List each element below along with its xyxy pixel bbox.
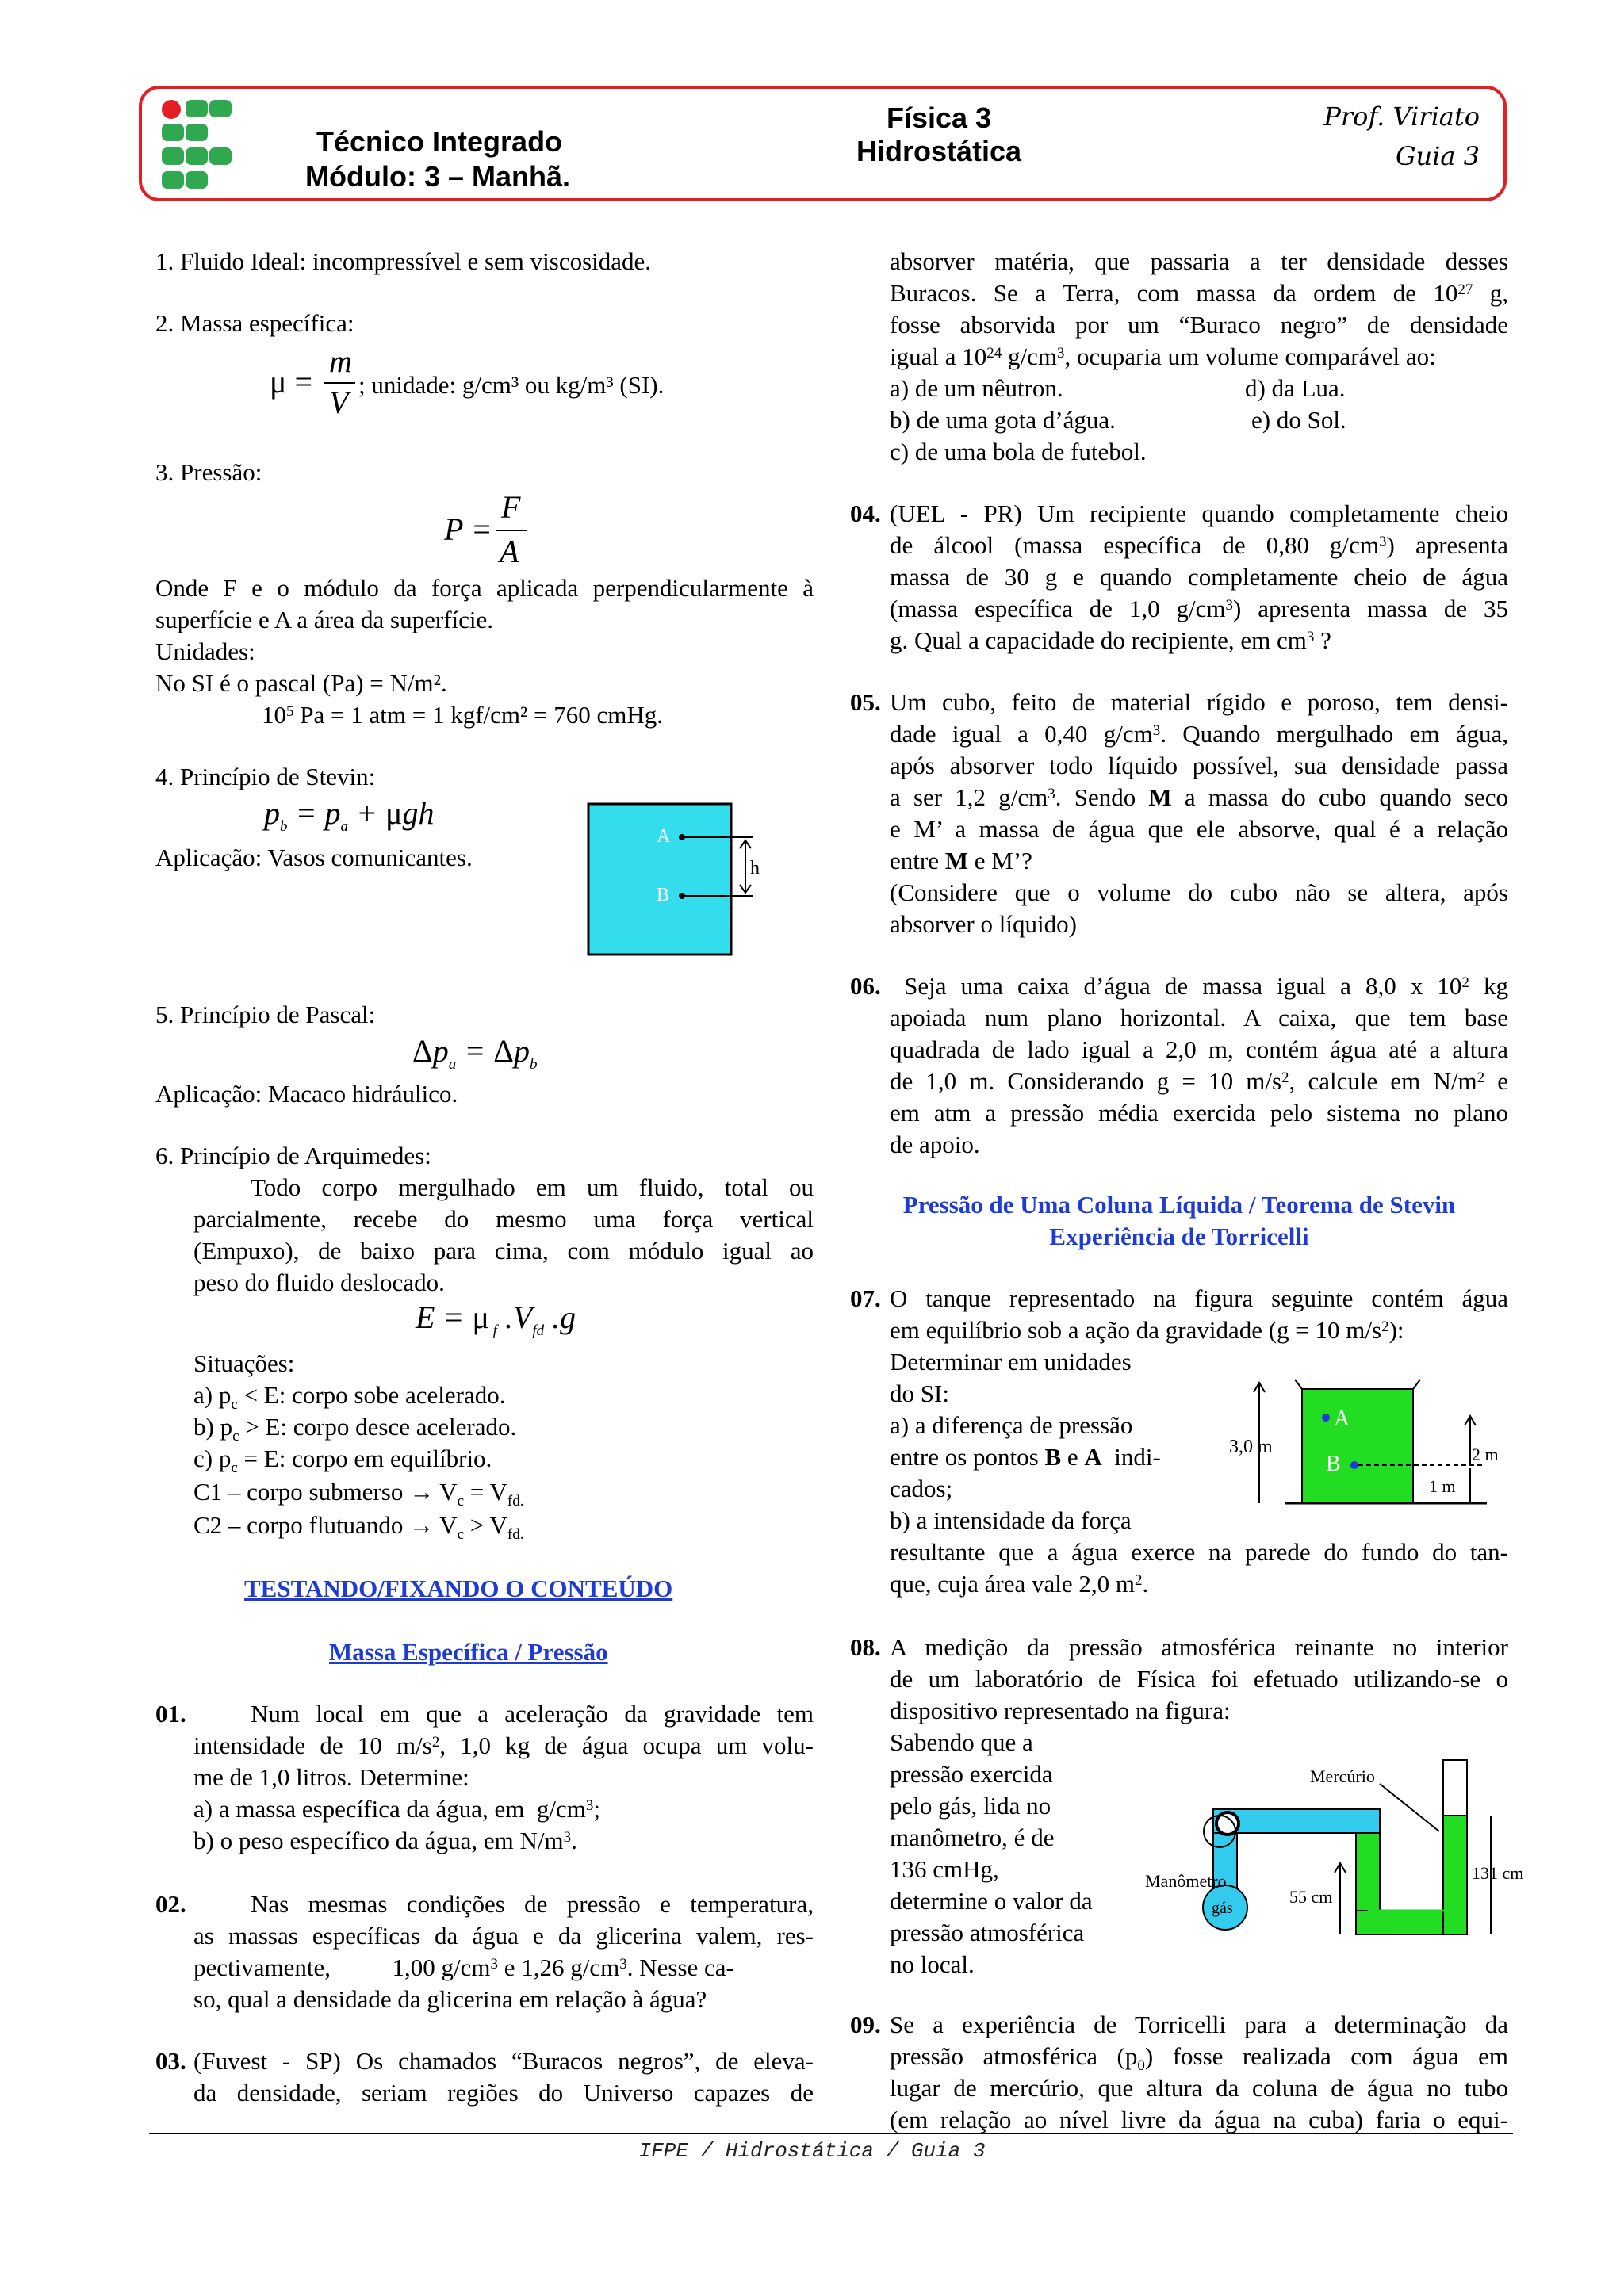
q05-number: 05. bbox=[850, 688, 881, 716]
tank-diagram bbox=[1213, 1356, 1499, 1514]
stevin-equation: $p_b = p_a + \mu gh$ bbox=[264, 795, 435, 835]
density-unit: ; unidade: g/cm³ ou kg/m³ (SI). bbox=[358, 371, 665, 399]
q01-line-1: Num local em que a aceleração da gravidade tem bbox=[251, 1700, 814, 1728]
fraction-bar bbox=[496, 530, 527, 531]
teacher-name: Prof. Viriato bbox=[1323, 101, 1480, 132]
archimedes-text-4: peso do fluido deslocado. bbox=[193, 1269, 445, 1296]
archimedes-text-3: (Empuxo), de baixo para cima, com módulo igual ao bbox=[193, 1237, 814, 1265]
pressure-conversion: $10^5$ Pa = 1 atm = 1 kgf/cm² = 760 cmHg. bbox=[262, 701, 664, 729]
guide-label: Guia 3 bbox=[1395, 141, 1480, 171]
q03-option-a: a) de um nêutron. bbox=[890, 374, 1063, 402]
item-6: 6. Princípio de Arquimedes: bbox=[155, 1142, 431, 1169]
height-131cm: 131 cm bbox=[1472, 1863, 1524, 1883]
q08-line-6: pelo gás, lida no bbox=[890, 1792, 1051, 1820]
q01-number: 01. bbox=[155, 1700, 186, 1728]
q03-option-c: c) de uma bola de futebol. bbox=[890, 438, 1147, 465]
q05-line-7: (Considere que o volume do cubo não se altera, após bbox=[890, 878, 1508, 906]
q06-line-2: apoiada num plano horizontal. A caixa, que tem base bbox=[890, 1004, 1508, 1031]
q03-cont-2: Buracos. Se a Terra, com massa da ordem de $10^{27}$ g, bbox=[890, 279, 1508, 307]
q05-line-5: e M’ a massa de água que ele absorve, qual é a relação bbox=[890, 815, 1508, 843]
q07-line-10: que, cuja área vale 2,0 $m^2$. bbox=[890, 1570, 1149, 1598]
section-stevin-title-1: Pressão de Uma Coluna Líquida / Teorema de Stevin bbox=[902, 1191, 1456, 1219]
course-name: Técnico Integrado bbox=[316, 125, 563, 158]
q07-line-5: a) a diferença de pressão bbox=[890, 1411, 1133, 1439]
q09-line-1: Se a experiência de Torricelli para a determinação da bbox=[890, 2011, 1508, 2038]
q09-line-4: (em relação ao nível livre da água na cuba) faria o equi- bbox=[890, 2106, 1508, 2133]
density-eq-den: V bbox=[329, 385, 349, 420]
q08-line-11: no local. bbox=[890, 1950, 975, 1978]
q04-line-4: (massa específica de 1,0 $g/cm^3$) apresenta massa de 35 bbox=[890, 595, 1508, 622]
q08-line-9: determine o valor da bbox=[890, 1887, 1093, 1915]
point-a-label: A bbox=[657, 826, 671, 847]
q03-option-e: e) do Sol. bbox=[1251, 406, 1346, 434]
q07-line-7: cados; bbox=[890, 1475, 953, 1502]
module-name: Módulo: 3 – Manhã. bbox=[305, 160, 571, 193]
q02-number: 02. bbox=[155, 1890, 186, 1918]
height-55cm: 55 cm bbox=[1289, 1887, 1333, 1907]
q02-line-1: Nas mesmas condições de pressão e temperatura, bbox=[251, 1890, 814, 1918]
q04-line-3: massa de 30 g e quando completamente cheio de água bbox=[890, 563, 1508, 591]
fraction-bar bbox=[324, 382, 355, 384]
q03-number: 03. bbox=[155, 2047, 186, 2075]
q01-line-2: intensidade de 10 $m/s^2$, 1,0 kg de água ocupa um volu- bbox=[193, 1732, 814, 1759]
q02-line-3: pectivamente, 1,00 $g/cm^3$ e 1,26 $g/cm^3$. Nesse ca- bbox=[193, 1954, 734, 1981]
q04-line-2: de álcool (massa específica de 0,80 $g/cm^3$) apresenta bbox=[890, 531, 1508, 559]
page-header bbox=[139, 86, 1507, 201]
q08-line-4: Sabendo que a bbox=[890, 1728, 1033, 1756]
section-density-pressure: Massa Específica / Pressão bbox=[329, 1638, 608, 1666]
q09-line-2: pressão atmosférica $(p_0)$ fosse realizada com água em bbox=[890, 2042, 1508, 2075]
q03-cont-1: absorver matéria, que passaria a ter densidade desses bbox=[890, 247, 1508, 275]
tank-point-a: A bbox=[1334, 1406, 1350, 1431]
q07-line-9: resultante que a água exerce na parede do fundo do tan- bbox=[890, 1538, 1508, 1566]
pressure-eq-den: A bbox=[500, 534, 519, 569]
archimedes-text-1: Todo corpo mergulhado em um fluido, total ou bbox=[251, 1173, 814, 1201]
q07-line-3: Determinar em unidades bbox=[890, 1348, 1132, 1376]
q08-line-5: pressão exercida bbox=[890, 1760, 1053, 1788]
item-1: 1. Fluido Ideal: incompressível e sem viscosidade. bbox=[155, 247, 652, 275]
q05-line-2: dade igual a 0,40 $g/cm^3$. Quando mergulhado em água, bbox=[890, 720, 1509, 748]
case-c1: C1 – corpo submerso → $V_c = V_{fd.}$ bbox=[193, 1478, 524, 1510]
page-footer: IFPE / Hidrostática / Guia 3 bbox=[638, 2139, 986, 2163]
situation-c: c) $p_c = E$: corpo em equilíbrio. bbox=[193, 1445, 492, 1477]
q08-line-3: dispositivo representado na figura: bbox=[890, 1697, 1231, 1724]
tank-point-b: B bbox=[1326, 1452, 1341, 1476]
buoyancy-equation: E = μ $_f$ $.V_{fd}$ .g bbox=[416, 1299, 576, 1339]
q05-line-8: absorver o líquido) bbox=[890, 910, 1077, 938]
density-eq-num: m bbox=[329, 343, 352, 379]
q04-line-5: g. Qual a capacidade do recipiente, em $cm^3$ ? bbox=[890, 626, 1331, 654]
q05-line-4: a ser 1,2 $g/cm^3$. Sendo M a massa do cubo quando seco bbox=[890, 783, 1509, 811]
exercises-title: TESTANDO/FIXANDO O CONTEÚDO bbox=[244, 1575, 673, 1602]
manometer-diagram bbox=[1142, 1752, 1524, 1958]
q07-line-1: O tanque representado na figura seguinte contém água bbox=[890, 1284, 1508, 1312]
item-3: 3. Pressão: bbox=[155, 458, 262, 486]
q03-line-1: (Fuvest - SP) Os chamados “Buracos negros”, de eleva- bbox=[193, 2047, 814, 2075]
tank-height-2m: 2 m bbox=[1472, 1445, 1499, 1464]
pascal-application: Aplicação: Macaco hidráulico. bbox=[155, 1080, 458, 1108]
q08-line-2: de um laboratório de Física foi efetuado utilizando-se o bbox=[890, 1665, 1508, 1693]
q04-number: 04. bbox=[850, 499, 881, 527]
tank-height-1m: 1 m bbox=[1429, 1476, 1456, 1496]
pressure-eq-num: F bbox=[501, 489, 521, 525]
q07-line-2: em equilíbrio sob a ação da gravidade (g = 10 $m/s^2$): bbox=[890, 1316, 1404, 1344]
q06-number: 06. bbox=[850, 972, 881, 1000]
q07-line-6: entre os pontos B e A indi- bbox=[890, 1443, 1161, 1471]
q06-line-3: quadrada de lado igual a 2,0 m, contém água até a altura bbox=[890, 1035, 1508, 1063]
q09-line-3: lugar de mercúrio, que altura da coluna de água no tubo bbox=[890, 2074, 1508, 2102]
q01-line-3: me de 1,0 litros. Determine: bbox=[193, 1763, 469, 1791]
ifpe-logo-icon bbox=[162, 100, 233, 190]
q01-line-4: a) a massa específica da água, em $g/cm^3$; bbox=[193, 1795, 601, 1823]
q05-line-1: Um cubo, feito de material rígido e poroso, tem densi- bbox=[890, 688, 1508, 716]
q06-line-4: de 1,0 m. Considerando g = 10 $m/s^2$, calcule em $N/m^2$ e bbox=[890, 1067, 1508, 1095]
q08-line-7: manômetro, é de bbox=[890, 1823, 1055, 1851]
item-5: 5. Princípio de Pascal: bbox=[155, 1001, 376, 1028]
item-4: 4. Princípio de Stevin: bbox=[155, 763, 376, 790]
q08-number: 08. bbox=[850, 1633, 881, 1661]
q01-line-5: b) o peso específico da água, em $N/m^3$. bbox=[193, 1827, 577, 1854]
q07-line-8: b) a intensidade da força bbox=[890, 1506, 1132, 1534]
pressure-text-3: Unidades: bbox=[155, 637, 255, 665]
tank-height-3m: 3,0 m bbox=[1229, 1437, 1273, 1457]
pressure-eq-lhs: P = bbox=[444, 511, 492, 547]
q09-number: 09. bbox=[850, 2011, 881, 2038]
q04-line-1: (UEL - PR) Um recipiente quando completamente cheio bbox=[890, 499, 1508, 527]
q08-line-8: 136 cmHg, bbox=[890, 1855, 999, 1883]
q07-number: 07. bbox=[850, 1284, 881, 1312]
gas-label: gás bbox=[1212, 1900, 1233, 1917]
manometer-label: Manômetro bbox=[1145, 1871, 1227, 1891]
q07-line-4: do SI: bbox=[890, 1380, 949, 1407]
section-stevin-title-2: Experiência de Torricelli bbox=[1049, 1223, 1309, 1250]
pressure-text-2: superfície e A a área da superfície. bbox=[155, 606, 494, 633]
footer-divider bbox=[149, 2133, 1513, 2134]
archimedes-text-2: parcialmente, recebe do mesmo uma força vertical bbox=[193, 1205, 814, 1233]
q03-line-2: da densidade, seriam regiões do Universo capazes de bbox=[193, 2079, 814, 2107]
stevin-diagram bbox=[587, 802, 769, 961]
topic-title: Hidrostática bbox=[856, 135, 1022, 167]
mercury-label: Mercúrio bbox=[1310, 1766, 1375, 1786]
q06-line-1: Seja uma caixa d’água de massa igual a 8,0 x $10^2$ kg bbox=[890, 972, 1508, 1000]
q08-line-10: pressão atmosférica bbox=[890, 1919, 1085, 1946]
q08-line-1: A medição da pressão atmosférica reinante no interior bbox=[890, 1633, 1508, 1661]
q02-line-2: as massas específicas da água e da glicerina valem, res- bbox=[193, 1922, 814, 1950]
q05-line-3: após absorver todo líquido possível, sua densidade passa bbox=[890, 752, 1508, 779]
situations-label: Situações: bbox=[193, 1349, 295, 1377]
q02-line-4: so, qual a densidade da glicerina em relação à água? bbox=[193, 1985, 707, 2013]
q06-line-6: de apoio. bbox=[890, 1131, 980, 1158]
situation-b: b) $p_c > E$: corpo desce acelerado. bbox=[193, 1413, 517, 1445]
q03-option-b: b) de uma gota d’água. bbox=[890, 406, 1116, 434]
pressure-text-1: Onde F e o módulo da força aplicada perpendicularmente à bbox=[155, 574, 814, 602]
q03-cont-3: fosse absorvida por um “Buraco negro” de densidade bbox=[890, 311, 1508, 339]
pressure-text-4: No SI é o pascal (Pa) = N/m². bbox=[155, 669, 447, 697]
height-label: h bbox=[750, 858, 760, 878]
q03-option-d: d) da Lua. bbox=[1245, 374, 1346, 402]
q05-line-6: entre M e M’? bbox=[890, 847, 1032, 874]
stevin-application: Aplicação: Vasos comunicantes. bbox=[155, 844, 473, 871]
density-eq-lhs: μ = bbox=[270, 364, 313, 400]
item-2: 2. Massa específica: bbox=[155, 309, 354, 337]
pascal-equation: $\Delta p_a = \Delta p_b$ bbox=[412, 1033, 538, 1073]
q06-line-5: em atm a pressão média exercida pelo sistema no plano bbox=[890, 1099, 1508, 1127]
subject-title: Física 3 bbox=[886, 101, 992, 134]
case-c2: C2 – corpo flutuando → $V_c > V_{fd.}$ bbox=[193, 1511, 524, 1544]
q03-cont-4: igual a $10^{24}$ $g/cm^3$, ocuparia um volume comparável ao: bbox=[890, 342, 1436, 370]
situation-a: a) $p_c < E$: corpo sobe acelerado. bbox=[193, 1381, 506, 1414]
point-b-label: B bbox=[657, 885, 670, 905]
